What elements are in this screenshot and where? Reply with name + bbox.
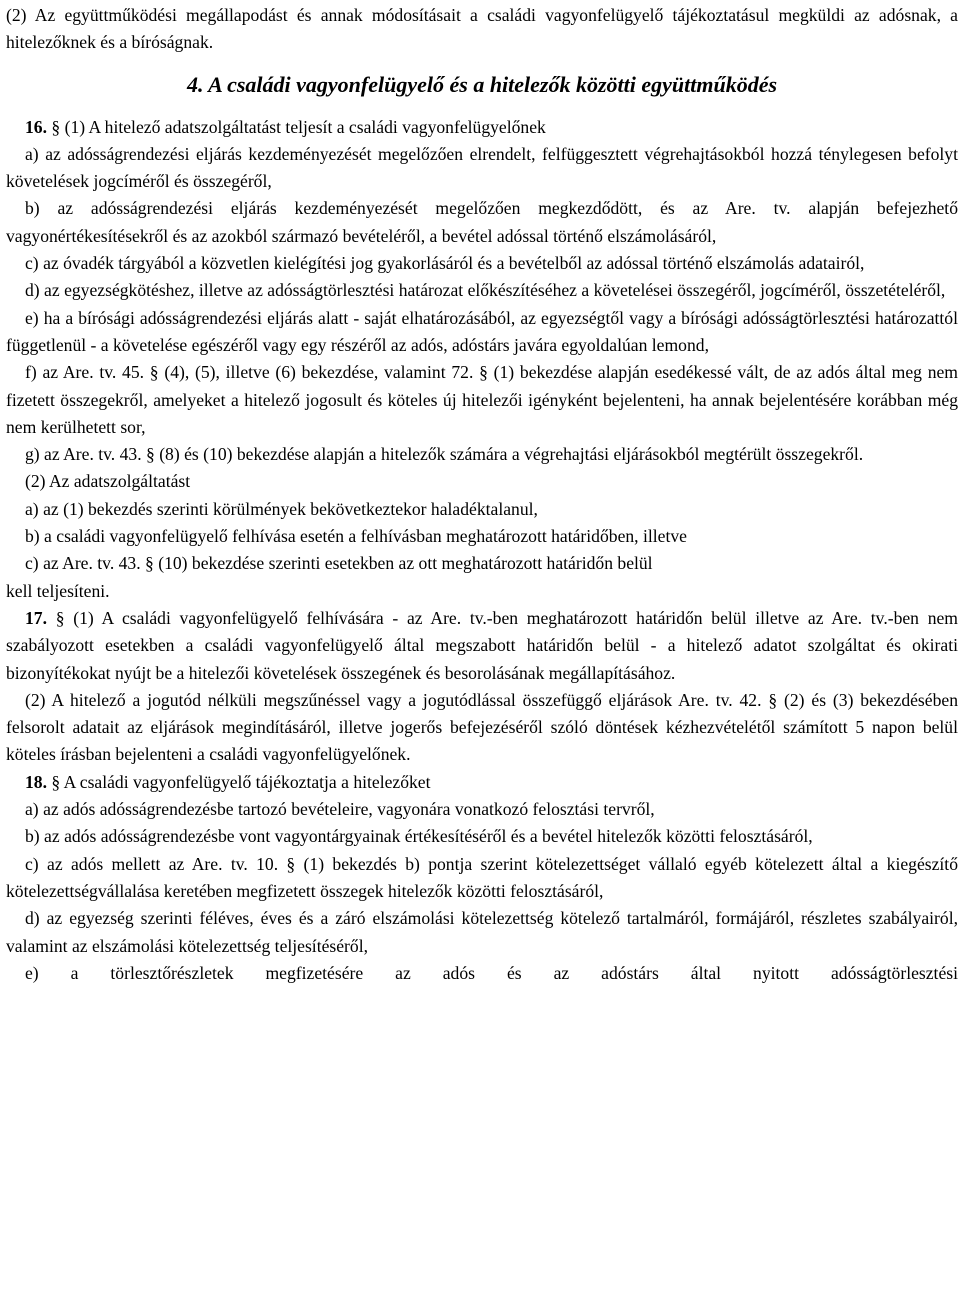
article-18-text: § A családi vagyonfelügyelő tájékoztatja a hitelezőket — [51, 771, 431, 792]
article-16-point-g: g) az Are. tv. 43. § (8) és (10) bekezdése alapján a hitelezők számára a végrehajtási eljárásokból megtérült összegekről. — [25, 444, 864, 465]
article-18-paragraph-1 — [6, 769, 958, 796]
article-16-point-a: a) az adósságrendezési eljárás kezdeményezését megelőzően elrendelt, felfüggesztett végrehajtásokból hozzá ténylegesen befolyt követelések jogcíméről és összegéről, — [6, 143, 958, 192]
article-16-point-d: d) az egyezségkötéshez, illetve az adósságtörlesztési határozat előkészítéséhez a követelései összegéről, jogcíméről, összetételéről, — [25, 280, 946, 301]
article-16-point-f: f) az Are. tv. 45. § (4), (5), illetve (6) bekezdése, valamint 72. § (1) bekezdése alapján esedékessé vált, de az adós által meg nem fizetett összegekről, amelyeket a hitelező jogosult és köteles új hitelezői igényként bejelenteni, ha annak bejelentésére korábban még nem kerülhetett sor, — [6, 362, 958, 437]
article-18-number: 18. — [25, 771, 47, 792]
article-16-paragraph-2: (2) Az adatszolgáltatást — [25, 471, 191, 492]
document-page — [6, 2, 958, 987]
article-16-paragraph-2-point-c: c) az Are. tv. 43. § (10) bekezdése szerinti esetekben az ott meghatározott határidőn belül — [25, 553, 653, 574]
article-16-paragraph-2-end: kell teljesíteni. — [6, 580, 110, 601]
article-18-point-d: d) az egyezség szerinti féléves, éves és a záró elszámolási kötelezettség kötelező tartalmáról, formájáról, részletes szabályairól, valamint az elszámolási kötelezettség teljesítéséről, — [6, 908, 958, 956]
article-16-point-c: c) az óvadék tárgyából a közvetlen kielégítési jog gyakorlásáról és a bevételből az adóssal történő elszámolás adatairól, — [25, 253, 865, 274]
article-18-point-c: c) az adós mellett az Are. tv. 10. § (1) bekezdés b) pontja szerint kötelezettséget vállaló egyéb kötelezett által a kiegészítő kötelezettségvállalása keretében megfizetett összegek hitelezők közötti felosztásáról, — [6, 853, 958, 901]
article-18-point-b: b) az adós adósságrendezésbe vont vagyontárgyainak értékesítéséről és a bevétel hitelezők közötti felosztásáról, — [25, 826, 813, 847]
article-17-text: § (1) A családi vagyonfelügyelő felhívására - az Are. tv.-ben meghatározott határidőn belül illetve az Are. tv.-ben nem szabályozott esetekben a családi vagyonfelügyelő által megszabott határidőn belül - a hitelező adatot szolgáltat és okirati bizonyítékokat nyújt be a hitelezői követelések összegének és besorolásának megállapításához. — [6, 607, 958, 683]
article-16-number: 16. — [25, 116, 47, 137]
article-17-paragraph-1 — [6, 605, 958, 687]
article-18-point-e: e) a törlesztőrészletek megfizetésére az adós és az adóstárs által nyitott adósságtörlesztési — [25, 962, 958, 983]
article-16-point-b: b) az adósságrendezési eljárás kezdeményezését megelőzően megkezdődött, és az Are. tv. alapján befejezhető vagyonértékesítésekről és az azokból származó bevételéről, a bevétel adóssal történő elszámolásáról, — [6, 198, 958, 246]
article-17-number: 17. — [25, 607, 47, 628]
article-16-point-e: e) ha a bírósági adósságrendezési eljárás alatt - saját elhatározásából, az egyezségtől vagy a bírósági adósságtörlesztési határozattól függetlenül - a követelése egészéről vagy egy részéről az adós, adóstárs javára egyoldalúan lemond, — [6, 307, 958, 355]
article-16-text: § (1) A hitelező adatszolgáltatást teljesít a családi vagyonfelügyelőnek — [51, 116, 546, 137]
article-18-point-a: a) az adós adósságrendezésbe tartozó bevételeire, vagyonára vonatkozó felosztási tervről, — [25, 799, 655, 820]
article-17-paragraph-2: (2) A hitelező a jogutód nélküli megszűnéssel vagy a jogutódlással összefüggő eljárások Are. tv. 42. § (2) és (3) bekezdésében felsorolt adatait az eljárások megindításáról, illetve jogerős befejezéséről szóló döntések kézhezvételétől számított 5 napon belül köteles írásban bejelenteni a családi vagyonfelügyelőnek. — [6, 689, 958, 765]
section-heading: 4. A családi vagyonfelügyelő és a hitelezők közötti együttműködés — [186, 71, 778, 97]
article-16-paragraph-2-point-b: b) a családi vagyonfelügyelő felhívása esetén a felhívásban meghatározott határidőben, illetve — [25, 526, 687, 547]
article-16-paragraph-2-point-a: a) az (1) bekezdés szerinti körülmények bekövetkeztekor haladéktalanul, — [25, 498, 538, 519]
article-16-paragraph-1 — [6, 114, 958, 141]
intro-paragraph: (2) Az együttműködési megállapodást és annak módosításait a családi vagyonfelügyelő tájékoztatásul megküldi az adósnak, a hitelezőknek és a bíróságnak. — [6, 5, 958, 53]
